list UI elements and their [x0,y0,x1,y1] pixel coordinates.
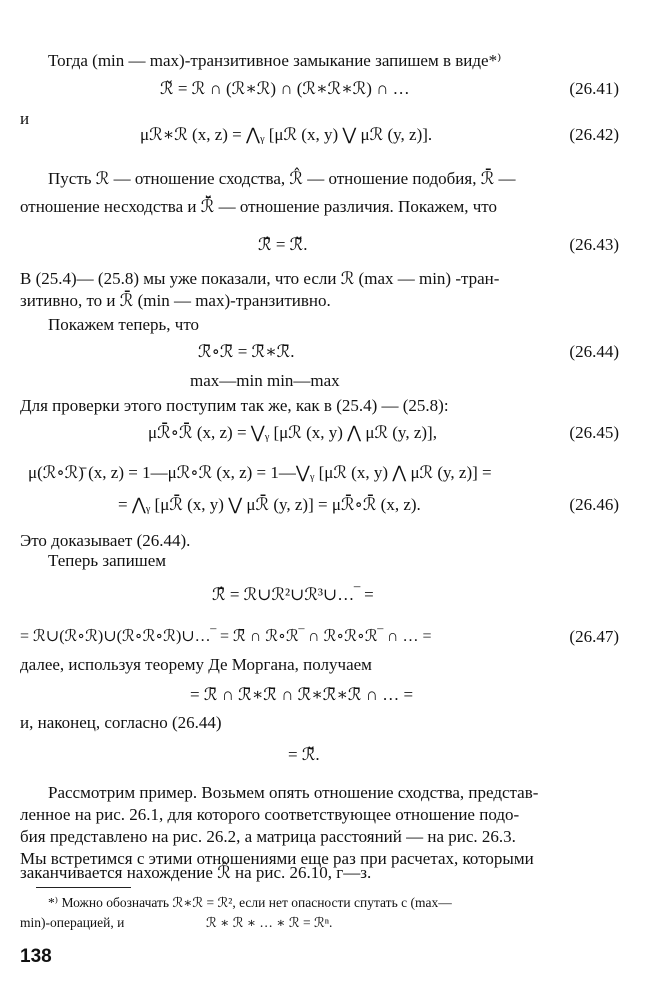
formula-final: = ℛ̄̌. [288,745,320,764]
text-line-4: отношение несходства и ℛ̄̌ — отношение различия. Покажем, что [20,197,497,216]
text-line-6: зитивно, то и ℛ̄ (min — max)-транзитивно. [20,291,331,310]
formula-26-44: ℛ̄∘ℛ̄ = ℛ̄∗ℛ̄. [198,342,295,361]
formula-26-42: μℛ∗ℛ (x, z) = ⋀ᵧ [μℛ (x, y) ⋁ μℛ (y, z)]. [140,125,433,144]
footnote-rule [36,887,131,888]
formula-26-45: μℛ̄∘ℛ̄ (x, z) = ⋁ᵧ [μℛ (x, y) ⋀ μℛ (y, z)], [148,423,437,442]
formula-operation-labels: max—min min—max [190,371,340,390]
equation-number-26-42: (26.42) [569,125,619,144]
text-line-5: В (25.4)— (25.8) мы уже показали, что если ℛ (max — min) -тран- [20,269,500,288]
text-line-17: заканчивается нахождение ℛ̂ на рис. 26.10, г—з. [20,863,372,882]
equation-number-26-45: (26.45) [569,423,619,442]
text-line-7: Покажем теперь, что [48,315,200,334]
text-line-15: бия представлено на рис. 26.2, а матрица расстояний — на рис. 26.3. [20,827,516,846]
text-line-1: Тогда (min — max)-транзитивное замыкание запишем в виде*⁾ [48,51,502,70]
footnote-line-1: *⁾ Можно обозначать ℛ∗ℛ = ℛ², если нет опасности спутать с (max— [48,895,452,910]
formula-26-47-line-2: = ℛ∪(ℛ∘ℛ)∪(ℛ∘ℛ∘ℛ)∪…‾ = ℛ̄ ∩ ℛ∘ℛ‾ ∩ ℛ∘ℛ∘ℛ‾ ∩ … = [20,628,432,645]
footnote-line-2: min)-операцией, и [20,915,125,930]
text-line-16: Мы встретимся с этими отношениями еще раз при расчетах, которыми [20,849,534,868]
equation-number-26-44: (26.44) [569,342,619,361]
text-line-9: Это доказывает (26.44). [20,531,191,550]
equation-number-26-47: (26.47) [569,627,619,646]
text-line-2: и [20,109,30,128]
equation-number-26-41: (26.41) [569,79,619,98]
text-line-12: и, наконец, согласно (26.44) [20,713,222,732]
formula-26-47-line-1: ℛ̂̄ = ℛ∪ℛ²∪ℛ³∪…‾ = [212,585,374,604]
formula-26-46-line-2: = ⋀ᵧ [μℛ̄ (x, y) ⋁ μℛ̄ (y, z)] = μℛ̄∘ℛ̄ (x, z). [118,495,421,514]
text-line-8: Для проверки этого поступим так же, как в (25.4) — (25.8): [20,396,449,415]
page-number: 138 [20,946,52,967]
formula-26-46-line-1: μ(ℛ∘ℛ)̄ (x, z) = 1—μℛ∘ℛ (x, z) = 1—⋁ᵧ [μℛ (x, y) ⋀ μℛ (y, z)] = [28,463,492,482]
equation-number-26-46: (26.46) [569,495,619,514]
text-line-11: далее, используя теорему Де Моргана, получаем [20,655,372,674]
equation-number-26-43: (26.43) [569,235,619,254]
text-line-3: Пусть ℛ — отношение сходства, ℛ̂ — отношение подобия, ℛ̄ — [48,169,516,188]
footnote-formula: ℛ ∗ ℛ ∗ … ∗ ℛ = ℛⁿ. [206,915,333,930]
formula-26-41: ℛ̌ = ℛ ∩ (ℛ∗ℛ) ∩ (ℛ∗ℛ∗ℛ) ∩ … [160,79,410,98]
formula-de-morgan: = ℛ̄ ∩ ℛ̄∗ℛ̄ ∩ ℛ̄∗ℛ̄∗ℛ̄ ∩ … = [190,685,414,704]
text-line-14: ленное на рис. 26.1, для которого соответствующее отношение подо- [20,805,520,824]
text-line-13: Рассмотрим пример. Возьмем опять отношение сходства, представ- [48,783,539,802]
formula-26-43: ℛ̂̄ = ℛ̄̌. [258,235,308,254]
text-line-10: Теперь запишем [48,551,167,570]
